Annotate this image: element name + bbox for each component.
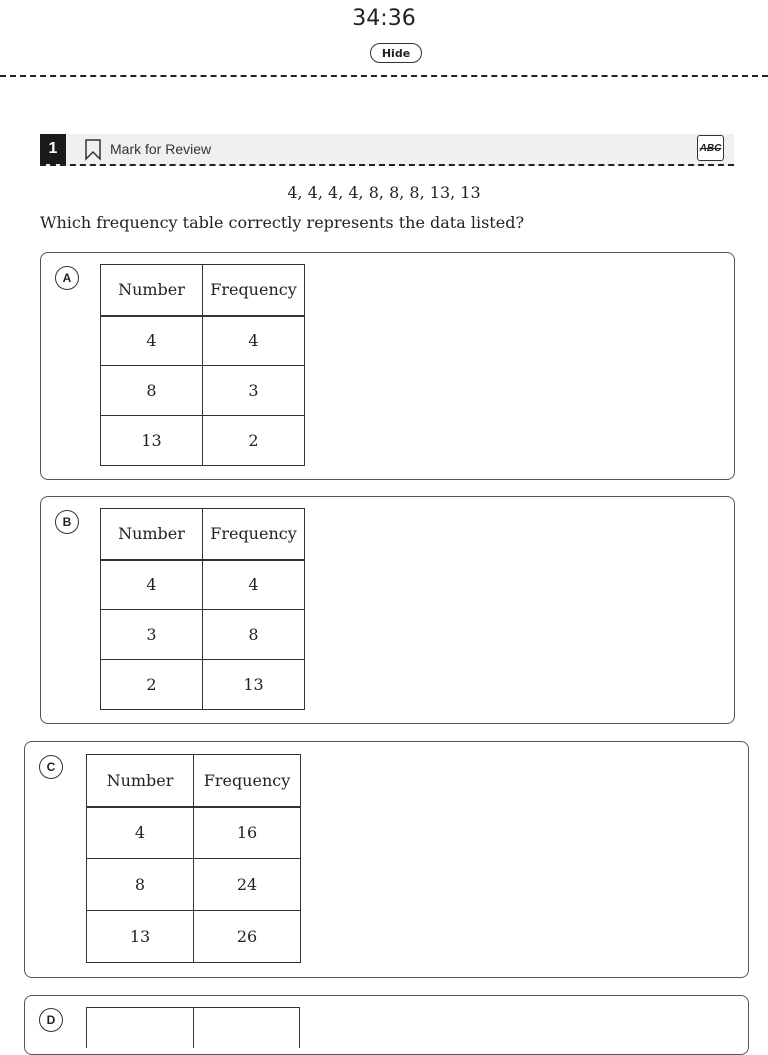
bookmark-icon[interactable] bbox=[84, 139, 102, 161]
table-cell: 2 bbox=[101, 660, 203, 710]
question-toolbar bbox=[40, 134, 734, 166]
table-row bbox=[87, 859, 301, 911]
table-row bbox=[101, 560, 305, 610]
table-cell: 2 bbox=[203, 416, 305, 466]
choice-d[interactable] bbox=[24, 995, 749, 1055]
table-header: Number bbox=[87, 755, 194, 807]
table-row bbox=[101, 660, 305, 710]
header-divider bbox=[0, 75, 768, 77]
table-cell: 13 bbox=[203, 660, 305, 710]
table-row bbox=[87, 911, 301, 963]
choice-letter-a: A bbox=[55, 266, 79, 290]
question-prompt: Which frequency table correctly represents the data listed? bbox=[40, 213, 525, 232]
table-cell: 26 bbox=[194, 911, 301, 963]
table-cell: 24 bbox=[194, 859, 301, 911]
choice-letter-c: C bbox=[39, 755, 63, 779]
table-cell: 8 bbox=[101, 366, 203, 416]
table-header-row bbox=[101, 265, 305, 316]
abc-strike-icon: ABC bbox=[699, 142, 722, 154]
table-cell: 8 bbox=[87, 859, 194, 911]
table-row bbox=[101, 316, 305, 366]
table-cell: 13 bbox=[87, 911, 194, 963]
table-cell: 3 bbox=[203, 366, 305, 416]
table-header: Frequency bbox=[203, 509, 305, 560]
table-cell: 3 bbox=[101, 610, 203, 660]
timer: 34:36 bbox=[352, 6, 416, 31]
table-cell: 4 bbox=[101, 316, 203, 366]
table-cell: 4 bbox=[87, 807, 194, 859]
table-cell: 13 bbox=[101, 416, 203, 466]
table-header-row bbox=[87, 755, 301, 807]
table-header-row bbox=[101, 509, 305, 560]
table-header: Frequency bbox=[194, 755, 301, 807]
choice-c[interactable] bbox=[24, 741, 749, 978]
table-cell: 4 bbox=[101, 560, 203, 610]
choice-b[interactable] bbox=[40, 496, 735, 724]
table-header: Number bbox=[101, 509, 203, 560]
table-row bbox=[101, 366, 305, 416]
frequency-table-a bbox=[100, 264, 305, 466]
choice-letter-d: D bbox=[39, 1008, 63, 1032]
table-row bbox=[87, 807, 301, 859]
answer-eliminator-button[interactable] bbox=[697, 135, 724, 161]
table-cell: 4 bbox=[203, 316, 305, 366]
data-list: 4, 4, 4, 4, 8, 8, 8, 13, 13 bbox=[287, 183, 481, 202]
frequency-table-d bbox=[86, 1007, 300, 1048]
choice-a[interactable] bbox=[40, 252, 735, 480]
frequency-table-c bbox=[86, 754, 301, 963]
table-cell: 8 bbox=[203, 610, 305, 660]
table-cell: 16 bbox=[194, 807, 301, 859]
question-number: 1 bbox=[40, 134, 66, 164]
hide-timer-button[interactable]: Hide bbox=[370, 43, 422, 63]
mark-for-review-label[interactable]: Mark for Review bbox=[110, 141, 212, 157]
table-row bbox=[101, 416, 305, 466]
table-header: Frequency bbox=[203, 265, 305, 316]
table-row bbox=[101, 610, 305, 660]
table-cell: 4 bbox=[203, 560, 305, 610]
frequency-table-b bbox=[100, 508, 305, 710]
choice-letter-b: B bbox=[55, 510, 79, 534]
table-header: Number bbox=[101, 265, 203, 316]
